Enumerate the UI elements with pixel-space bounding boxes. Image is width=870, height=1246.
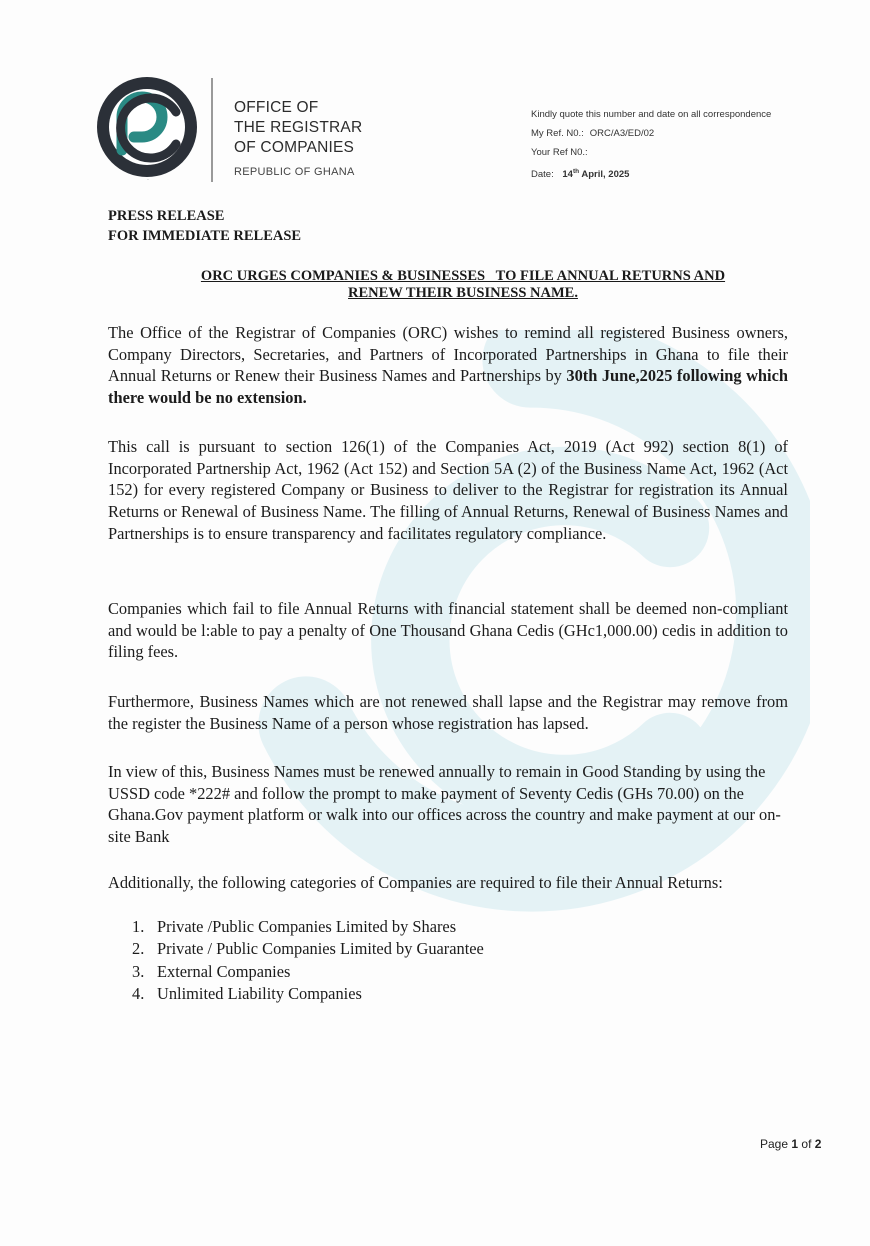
header-divider [211, 78, 213, 182]
paragraph-renewal-payment: In view of this, Business Names must be renewed annually to remain in Good Standing by using the USSD code *222# and follow the prompt to make payment of Seventy Cedis (GHs 70.00) on the Ghana.Gov payment platform or walk into our offices across the country and make payment at our on-site Bank [108, 762, 781, 847]
your-ref-label: Your Ref N0.: [531, 147, 588, 158]
date-row [531, 162, 771, 184]
date-suffix: th [572, 168, 580, 175]
title-line: RENEW THEIR BUSINESS NAME. [348, 285, 578, 301]
my-reference-row [531, 124, 771, 143]
reference-block [531, 105, 771, 184]
svg-text:ORC: ORC [147, 180, 150, 181]
org-name-line: OF COMPANIES [234, 139, 355, 156]
orc-logo [92, 72, 202, 182]
org-name-line: OFFICE OF [234, 99, 319, 116]
list-text: External Companies [157, 961, 291, 981]
company-categories-list [132, 916, 484, 1006]
paragraph-categories-intro: Additionally, the following categories of Companies are required to file their Annual Returns: [108, 873, 723, 892]
list-item [132, 916, 484, 938]
page-current: 1 [791, 1137, 799, 1151]
page-word: Page [760, 1137, 789, 1151]
your-reference-row [531, 143, 771, 162]
date-label: Date: [531, 169, 554, 181]
date-day: 14 [562, 169, 573, 181]
list-item [132, 938, 484, 960]
reminder-text: The Office of the Registrar of Companies (ORC) wishes to remind all registered Business owners, Company Directors, Secretaries, and Partners of Incorporated Partnerships in Ghana to file their Annual Returns or Renew their Business Names and Partnerships by [108, 323, 788, 386]
list-text: Private /Public Companies Limited by Shares [157, 917, 457, 936]
press-release-heading [108, 206, 301, 246]
paragraph-reminder [108, 322, 788, 409]
country-name: REPUBLIC OF GHANA [234, 166, 355, 178]
list-item [132, 961, 484, 983]
list-text: Unlimited Liability Companies [157, 984, 362, 1004]
page-of: of [801, 1137, 812, 1151]
title-line: ORC URGES COMPANIES & BUSINESSES TO FILE ANNUAL RETURNS AND [200, 268, 726, 284]
list-number: 4. [132, 984, 145, 1004]
page-total: 2 [814, 1137, 822, 1151]
deadline-text: 30th June,2025 following which there would be no extension. [108, 366, 788, 408]
immediate-release-label: FOR IMMEDIATE RELEASE [108, 228, 302, 244]
list-number: 3. [132, 961, 145, 981]
press-release-label: PRESS RELEASE [108, 208, 225, 224]
paragraph-lapse: Furthermore, Business Names which are not renewed shall lapse and the Registrar may remove from the register the Business Name of a person whose registration has lapsed. [108, 692, 788, 733]
list-text: Private / Public Companies Limited by Guarantee [157, 939, 484, 959]
list-number: 2. [132, 939, 145, 959]
paragraph-penalty: Companies which fail to file Annual Returns with financial statement shall be deemed non-compliant and would be l:able to pay a penalty of One Thousand Ghana Cedis (GHc1,000.00) cedis in addition to filing fees. [108, 599, 788, 662]
org-name-line: THE REGISTRAR [234, 119, 363, 136]
document-title [108, 268, 818, 302]
my-ref-label: My Ref. N0.: [531, 128, 584, 139]
list-number: 1. [132, 917, 145, 936]
reference-note: Kindly quote this number and date on all correspondence [531, 109, 772, 120]
page-number [760, 1137, 821, 1151]
date-rest: April, 2025 [581, 169, 630, 181]
list-item [132, 983, 484, 1005]
my-ref-value: ORC/A3/ED/02 [589, 128, 655, 139]
date-value [562, 169, 629, 180]
paragraph-legal-basis: This call is pursuant to section 126(1) of the Companies Act, 2019 (Act 992) section 8(1) of Incorporated Partnership Act, 1962 (Act 152) and Section 5A (2) of the Business Name Act, 1962 (Act 152) for every registered Company or Business to deliver to the Registrar for registration its Annual Returns or Renewal of Business Name. The filling of Annual Returns, Renewal of Business Names and Partnerships is to ensure transparency and facilitates regulatory compliance. [108, 437, 788, 543]
organization-name [234, 98, 362, 158]
